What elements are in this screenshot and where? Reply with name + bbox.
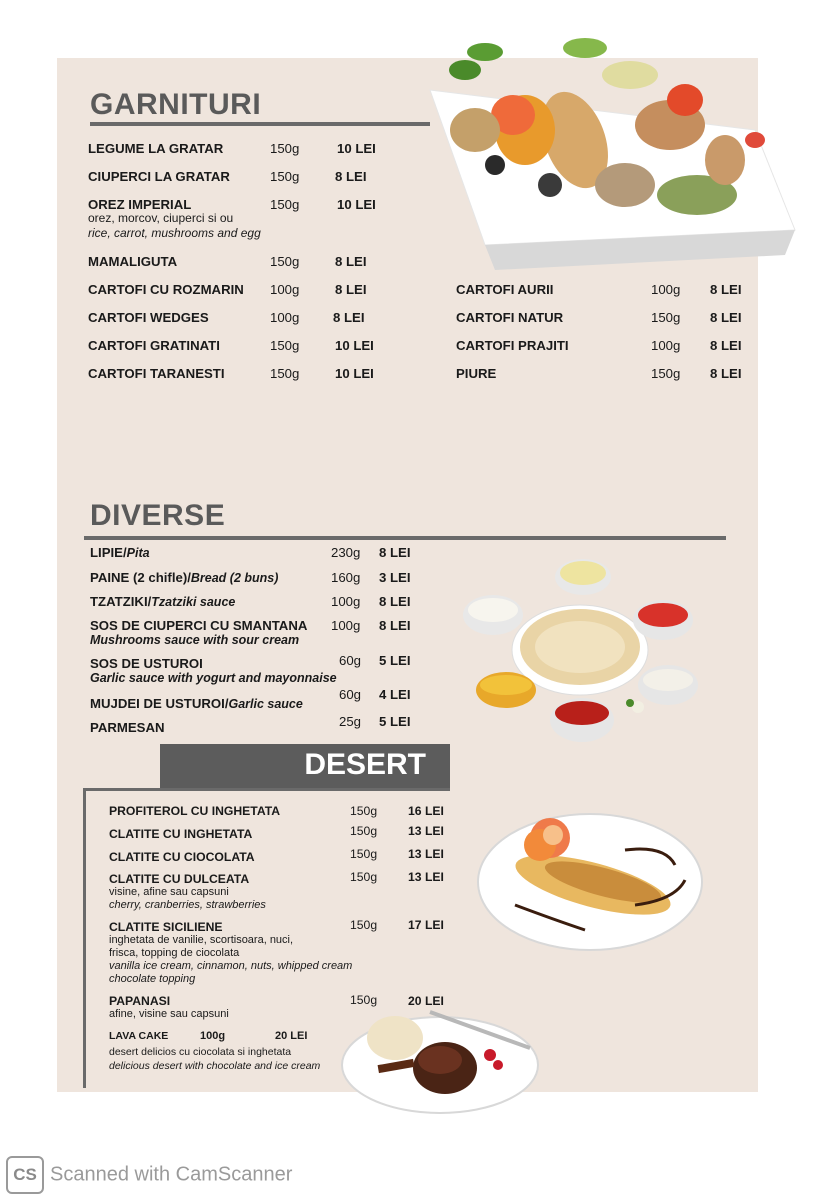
item-weight: 100g — [331, 618, 361, 633]
item-weight: 150g — [651, 366, 681, 381]
item-price: 20 LEI — [275, 1030, 308, 1042]
item-weight: 100g — [331, 594, 361, 609]
item-weight: 60g — [339, 653, 362, 668]
item-description-ro: orez, morcov, ciuperci si ou — [88, 211, 234, 225]
item-price: 20 LEI — [408, 994, 444, 1008]
item-weight: 100g — [270, 310, 300, 325]
item-description-en-1: vanilla ice cream, cinnamon, nuts, whipped cream — [109, 960, 353, 972]
section-rule-garnituri — [90, 122, 430, 126]
item-price: 8 LEI — [710, 338, 742, 353]
item-name: CARTOFI PRAJITI — [456, 338, 569, 353]
item-name: LEGUME LA GRATAR — [88, 141, 224, 156]
item-weight: 230g — [331, 545, 361, 560]
item-weight: 150g — [350, 993, 378, 1007]
item-weight: 150g — [350, 804, 378, 818]
item-price: 8 LEI — [335, 282, 367, 297]
item-weight: 160g — [331, 570, 361, 585]
item-name: CLATITE CU INGHETATA — [109, 827, 253, 841]
item-price: 10 LEI — [335, 338, 374, 353]
camscanner-watermark — [6, 1156, 292, 1194]
item-weight: 150g — [350, 847, 378, 861]
item-name: CARTOFI NATUR — [456, 310, 564, 325]
item-name: PAINE (2 chifle)/Bread (2 buns) — [90, 570, 279, 585]
item-price: 10 LEI — [337, 197, 376, 212]
item-weight: 150g — [350, 824, 378, 838]
item-name: LIPIE/Pita — [90, 545, 150, 560]
item-weight: 25g — [339, 714, 362, 729]
item-price: 16 LEI — [408, 804, 444, 818]
desert-left-rule — [83, 788, 86, 1088]
item-name: CIUPERCI LA GRATAR — [88, 169, 230, 184]
section-title-garnituri: GARNITURI — [90, 88, 262, 121]
item-weight: 100g — [651, 338, 681, 353]
item-weight: 150g — [350, 918, 378, 932]
item-name: PAPANASI — [109, 994, 171, 1008]
item-price: 10 LEI — [337, 141, 376, 156]
item-price: 4 LEI — [379, 687, 411, 702]
item-price: 8 LEI — [335, 254, 367, 269]
item-name: PIURE — [456, 366, 497, 381]
section-rule-diverse — [84, 536, 726, 540]
item-weight: 150g — [270, 141, 300, 156]
item-description-ro: visine, afine sau capsuni — [109, 886, 229, 898]
item-name: CARTOFI CU ROZMARIN — [88, 282, 244, 297]
item-weight: 150g — [270, 254, 300, 269]
item-name: MUJDEI DE USTUROI/Garlic sauce — [90, 696, 303, 711]
item-name: LAVA CAKE — [109, 1030, 169, 1042]
item-weight: 100g — [270, 282, 300, 297]
item-name: PROFITEROL CU INGHETATA — [109, 804, 281, 818]
item-weight: 150g — [270, 197, 300, 212]
item-price: 8 LEI — [333, 310, 365, 325]
item-weight: 60g — [339, 687, 362, 702]
lava-cake-image — [340, 1000, 540, 1115]
item-description-en: Garlic sauce with yogurt and mayonnaise — [90, 671, 337, 685]
item-weight: 150g — [270, 338, 300, 353]
item-description-en: cherry, cranberries, strawberries — [109, 899, 266, 911]
desert-header-bar — [160, 744, 450, 790]
item-name: CARTOFI AURII — [456, 282, 554, 297]
item-price: 8 LEI — [335, 169, 367, 184]
item-name: CARTOFI GRATINATI — [88, 338, 220, 353]
item-weight: 150g — [651, 310, 681, 325]
pita-and-sauces-image — [458, 555, 703, 750]
item-price: 8 LEI — [710, 282, 742, 297]
item-price: 8 LEI — [710, 310, 742, 325]
item-price: 8 LEI — [710, 366, 742, 381]
item-price: 13 LEI — [408, 824, 444, 838]
crepe-dessert-image — [475, 810, 705, 955]
item-price: 5 LEI — [379, 653, 411, 668]
item-name: PARMESAN — [90, 720, 165, 735]
item-name: TZATZIKI/Tzatziki sauce — [90, 594, 236, 609]
section-title-diverse: DIVERSE — [90, 499, 226, 532]
camscanner-logo: CS — [6, 1156, 44, 1194]
item-price: 13 LEI — [408, 870, 444, 884]
section-title-desert: DESERT — [304, 748, 426, 781]
item-description-ro: afine, visine sau capsuni — [109, 1008, 229, 1020]
item-weight: 150g — [350, 870, 378, 884]
item-description-en: delicious desert with chocolate and ice cream — [109, 1060, 321, 1072]
item-name: SOS DE CIUPERCI CU SMANTANA — [90, 618, 308, 633]
item-description-ro-1: inghetata de vanilie, scortisoara, nuci, — [109, 934, 294, 946]
watermark-text: Scanned with CamScanner — [50, 1163, 293, 1186]
item-weight: 150g — [270, 169, 300, 184]
item-price: 17 LEI — [408, 918, 444, 932]
item-name: MAMALIGUTA — [88, 254, 178, 269]
item-price: 3 LEI — [379, 570, 411, 585]
item-name: CARTOFI TARANESTI — [88, 366, 225, 381]
item-weight: 100g — [200, 1030, 226, 1042]
item-price: 8 LEI — [379, 594, 411, 609]
item-name: CLATITE SICILIENE — [109, 920, 223, 934]
item-description-en-2: chocolate topping — [109, 973, 196, 985]
item-price: 13 LEI — [408, 847, 444, 861]
item-weight: 150g — [270, 366, 300, 381]
grilled-vegetables-image — [425, 30, 800, 270]
item-price: 5 LEI — [379, 714, 411, 729]
item-description-ro-2: frisca, topping de ciocolata — [109, 947, 240, 959]
item-name: SOS DE USTUROI — [90, 656, 203, 671]
item-price: 8 LEI — [379, 545, 411, 560]
item-price: 8 LEI — [379, 618, 411, 633]
item-description-en: rice, carrot, mushrooms and egg — [88, 226, 261, 240]
item-name: CARTOFI WEDGES — [88, 310, 209, 325]
desert-top-rule — [83, 788, 450, 791]
item-name: CLATITE CU DULCEATA — [109, 872, 250, 886]
item-weight: 100g — [651, 282, 681, 297]
item-description-ro: desert delicios cu ciocolata si inghetata — [109, 1046, 292, 1058]
item-price: 10 LEI — [335, 366, 374, 381]
item-name: CLATITE CU CIOCOLATA — [109, 850, 255, 864]
item-description-en: Mushrooms sauce with sour cream — [90, 633, 300, 647]
item-name: OREZ IMPERIAL — [88, 197, 192, 212]
